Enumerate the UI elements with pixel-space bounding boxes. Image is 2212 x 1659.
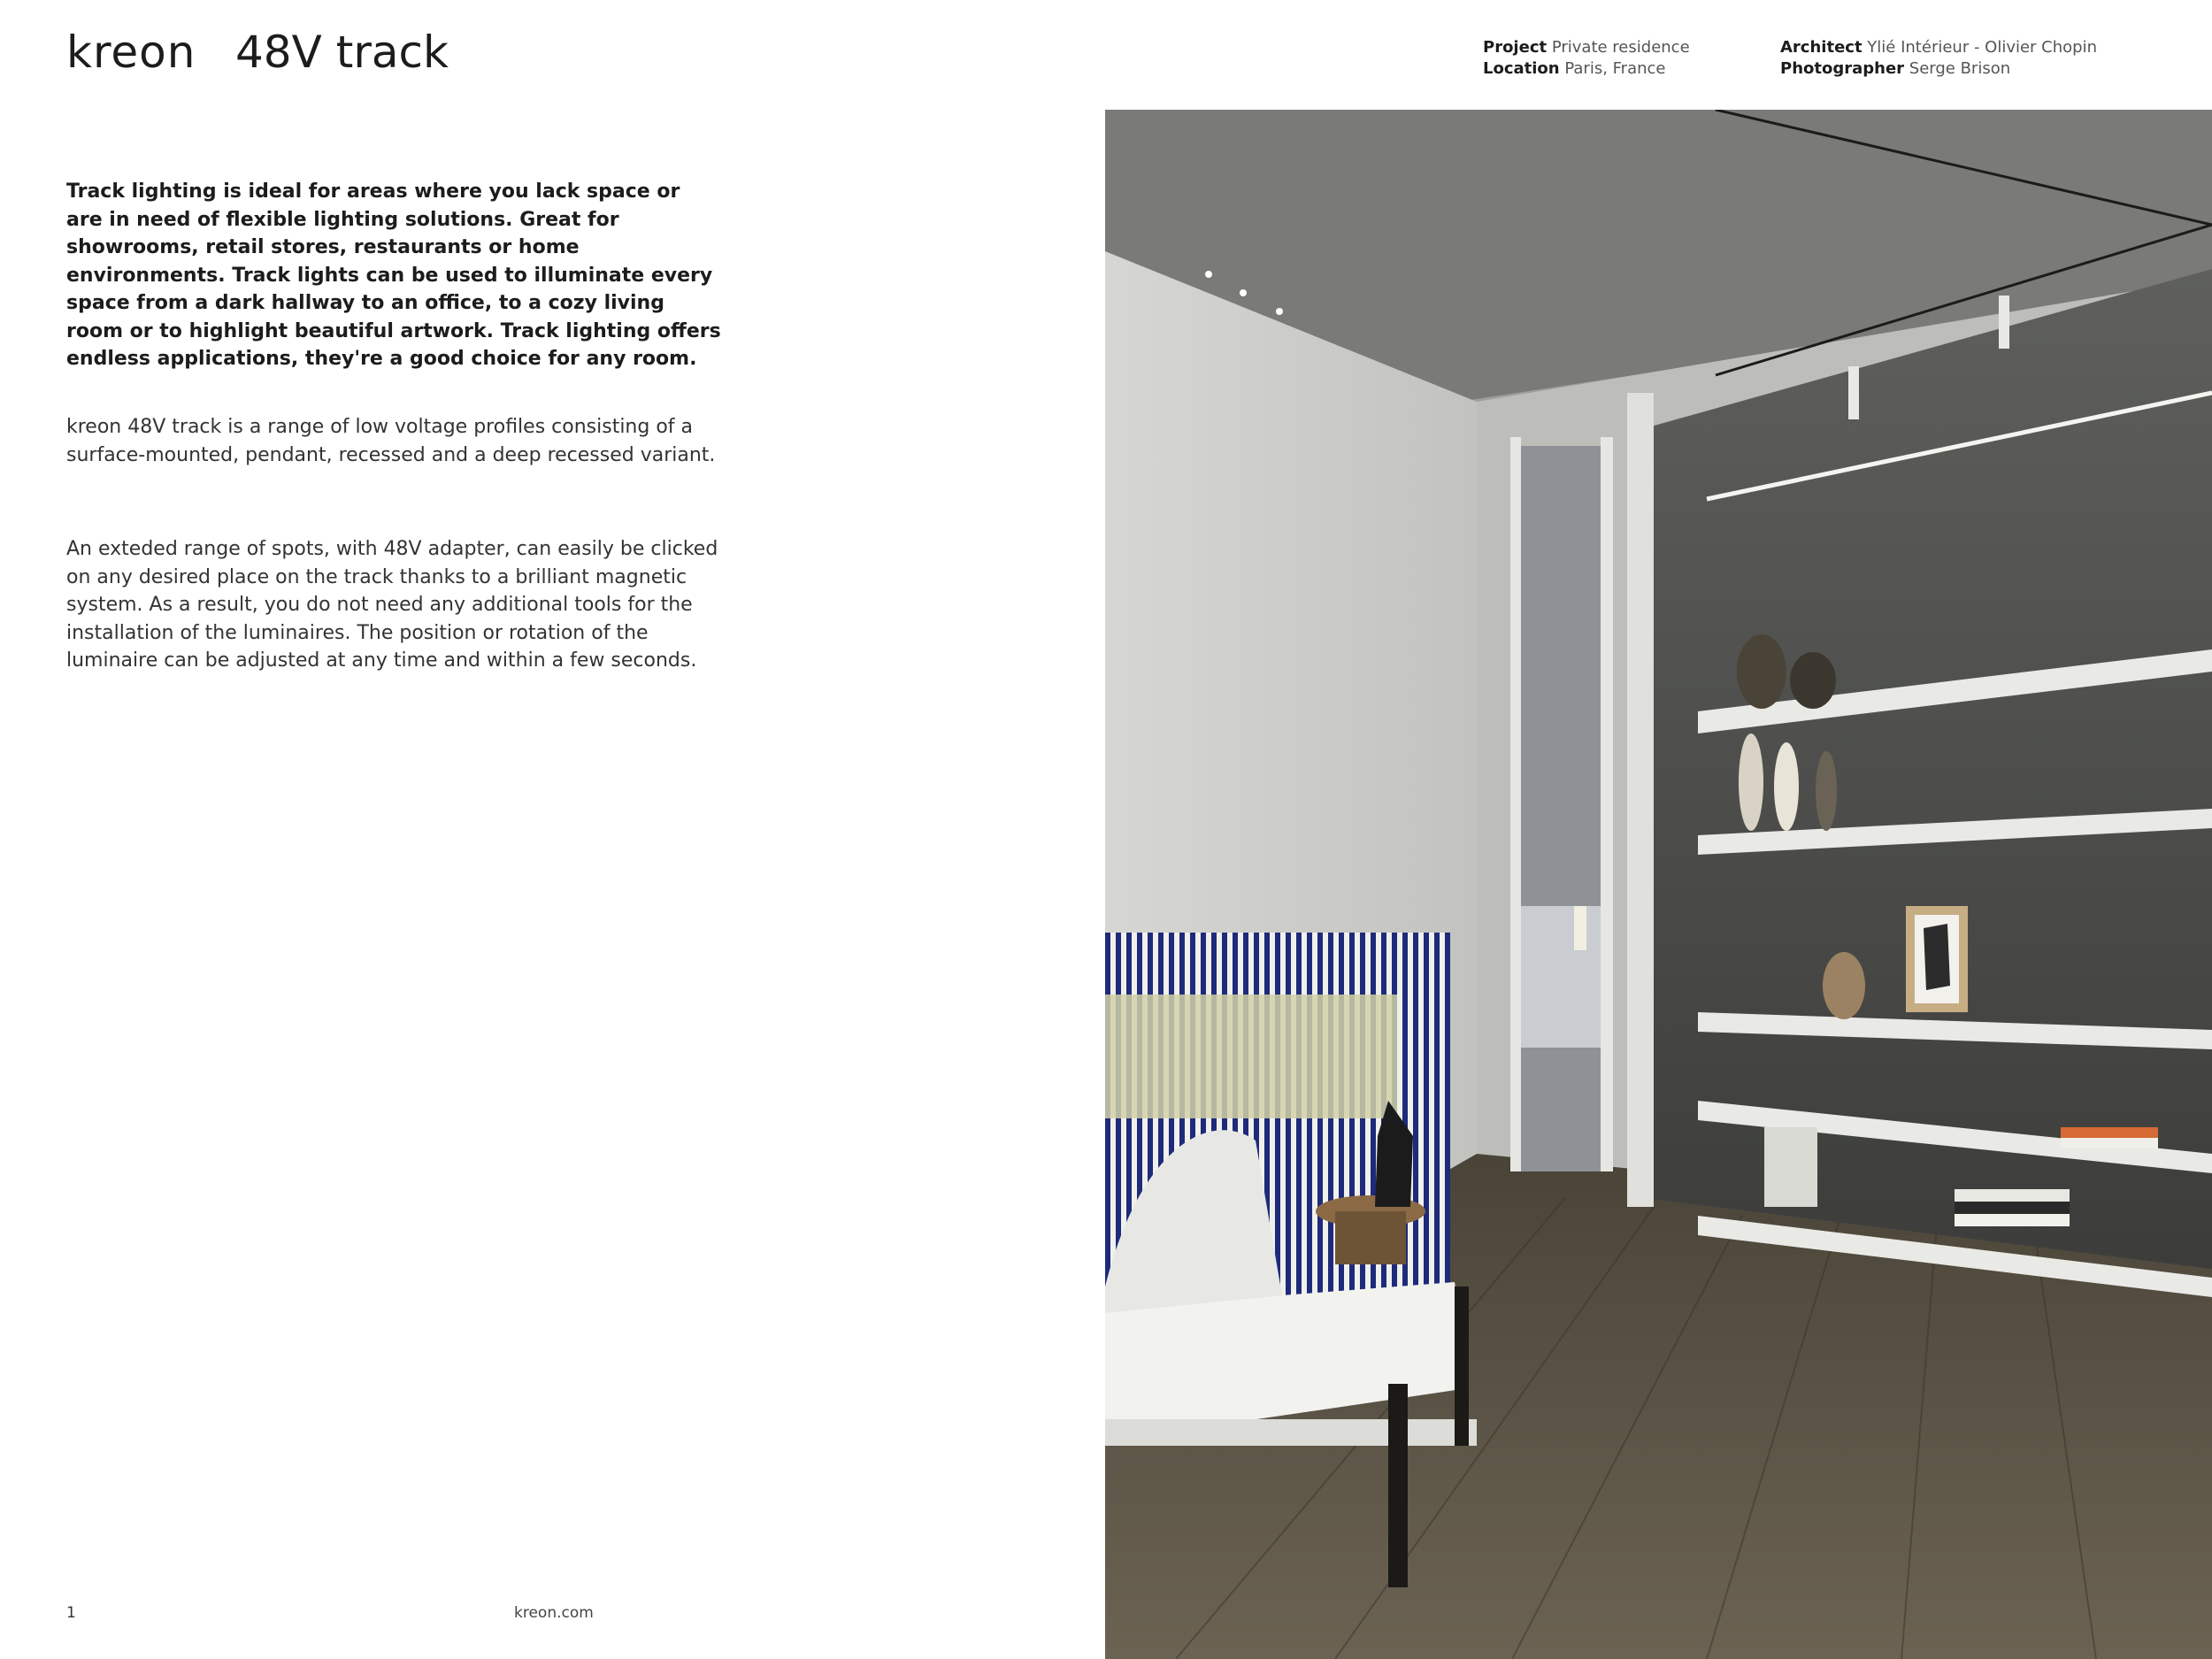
- architect-label: Architect: [1780, 38, 1863, 57]
- photographer-label: Photographer: [1780, 59, 1905, 78]
- website-link[interactable]: kreon.com: [514, 1604, 594, 1622]
- credits-left: [1483, 37, 1690, 80]
- interior-photo: [1105, 110, 2212, 1659]
- location-value: Paris, France: [1564, 59, 1666, 78]
- architect-value: Ylié Intérieur - Olivier Chopin: [1867, 38, 2098, 57]
- project-value: Private residence: [1551, 38, 1690, 57]
- body-paragraph-3: An exteded range of spots, with 48V adapter, can easily be clicked on any desired place on the track thanks to a brilliant magnetic system. As a result, you do not need any additional tools for the installation of the luminaires. The position or rotation of the luminaire can be adjusted at any time and within a few seconds.: [66, 538, 718, 672]
- location-credit: [1483, 58, 1690, 80]
- lead-paragraph: Track lighting is ideal for areas where you lack space or are in need of flexible lighting solutions. Great for showrooms, retail stores, restaurants or home environments. Track lights can be used to illuminate every space from a dark hallway to an office, to a cozy living room or to highlight beautiful artwork. Track lighting offers endless applications, they're a good choice for any room.: [66, 180, 721, 370]
- credits-right: [1780, 37, 2097, 80]
- photographer-value: Serge Brison: [1909, 59, 2011, 78]
- project-label: Project: [1483, 38, 1548, 57]
- architect-credit: [1780, 37, 2097, 58]
- page-title: 48V track: [235, 27, 449, 78]
- interior-photo-illustration: [1105, 110, 2212, 1659]
- location-label: Location: [1483, 59, 1560, 78]
- brand-logo: kreon: [66, 27, 196, 78]
- project-credit: [1483, 37, 1690, 58]
- page-number: 1: [66, 1604, 76, 1622]
- photographer-credit: [1780, 58, 2097, 80]
- body-paragraph-2: kreon 48V track is a range of low voltage profiles consisting of a surface-mounted, pendant, recessed and a deep recessed variant.: [66, 416, 716, 466]
